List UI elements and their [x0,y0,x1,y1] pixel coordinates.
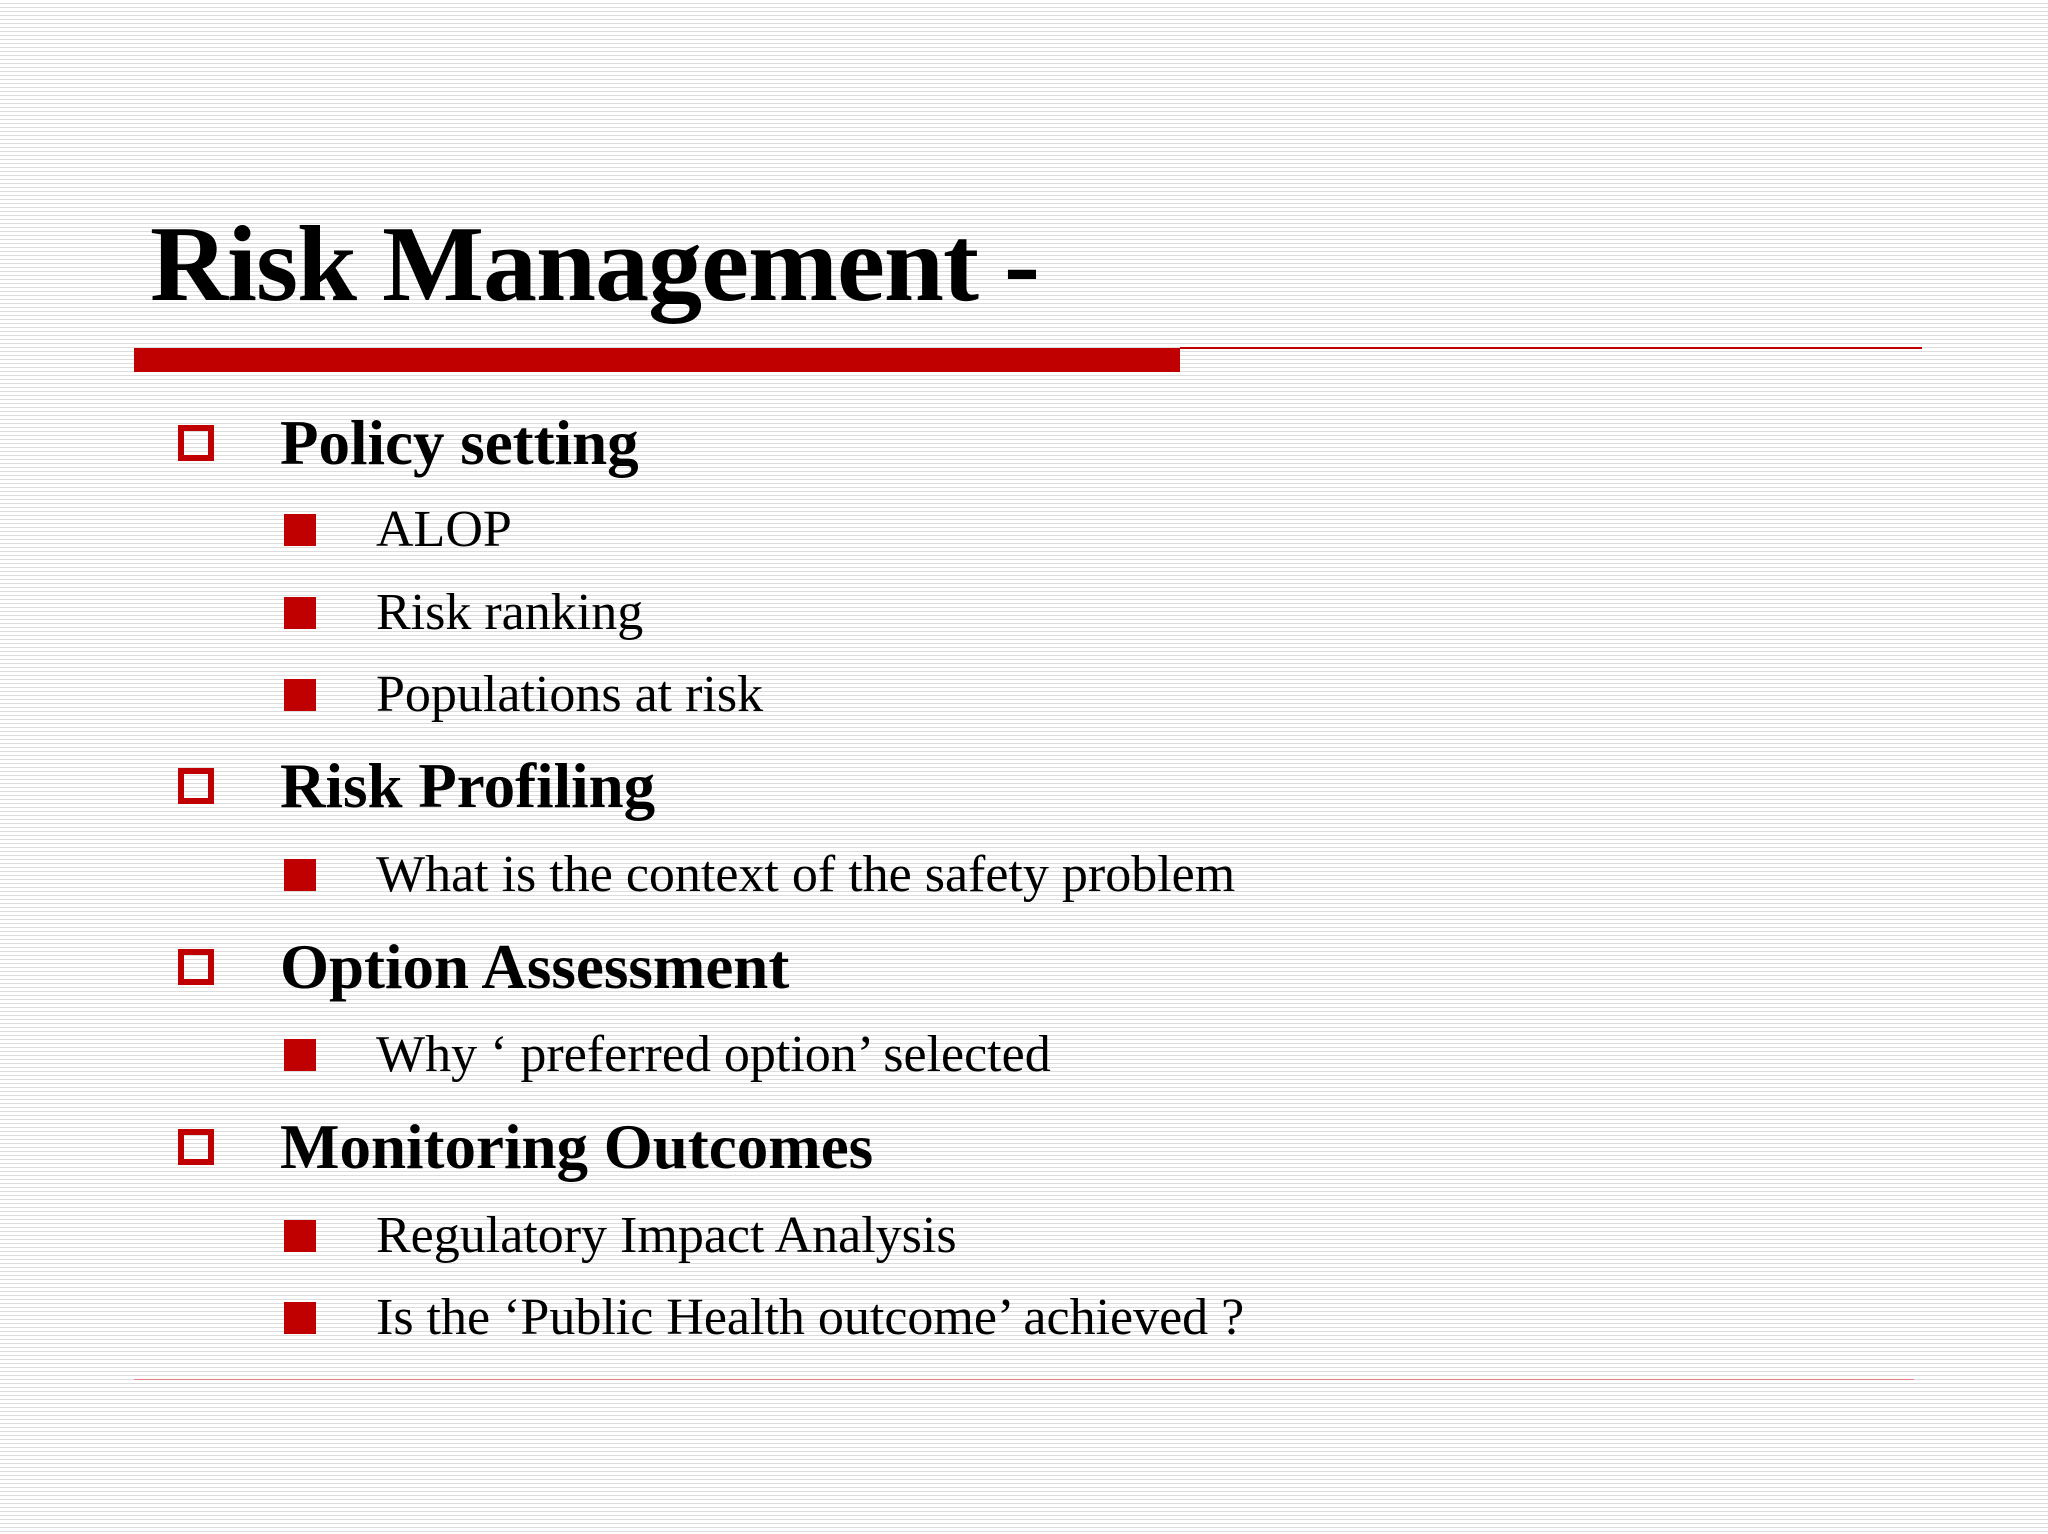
section-heading-label: Risk Profiling [280,751,656,821]
hollow-square-bullet-icon [178,1129,214,1165]
list-item [284,1020,1051,1090]
title-underline-thick [134,348,1180,372]
list-item-label: Regulatory Impact Analysis [376,1207,957,1264]
list-item [284,578,644,648]
list-item [284,495,512,565]
list-item-label: Why ‘ preferred option’ selected [376,1026,1051,1083]
section-heading-monitoring-outcomes [178,1107,874,1187]
list-item [284,840,1236,910]
hollow-square-bullet-icon [178,425,214,461]
list-item [284,1201,957,1271]
hollow-square-bullet-icon [178,768,214,804]
section-heading-policy-setting [178,403,639,483]
list-item-label: What is the context of the safety problem [376,846,1236,903]
filled-square-bullet-icon [284,597,316,629]
filled-square-bullet-icon [284,859,316,891]
hollow-square-bullet-icon [178,949,214,985]
slide-title: Risk Management - [150,205,1039,324]
section-heading-label: Monitoring Outcomes [280,1112,874,1182]
list-item-label: Risk ranking [376,584,644,641]
list-item [284,660,764,730]
section-heading-label: Policy setting [280,408,639,478]
filled-square-bullet-icon [284,1039,316,1071]
list-item [284,1283,1245,1353]
title-underline-thin [1180,347,1922,349]
section-heading-label: Option Assessment [280,932,790,1002]
filled-square-bullet-icon [284,1302,316,1334]
filled-square-bullet-icon [284,1220,316,1252]
section-heading-option-assessment [178,927,790,1007]
filled-square-bullet-icon [284,514,316,546]
footer-divider [134,1379,1914,1380]
section-heading-risk-profiling [178,746,656,826]
list-item-label: ALOP [376,501,512,558]
list-item-label: Is the ‘Public Health outcome’ achieved ? [376,1289,1245,1346]
filled-square-bullet-icon [284,679,316,711]
list-item-label: Populations at risk [376,666,764,723]
